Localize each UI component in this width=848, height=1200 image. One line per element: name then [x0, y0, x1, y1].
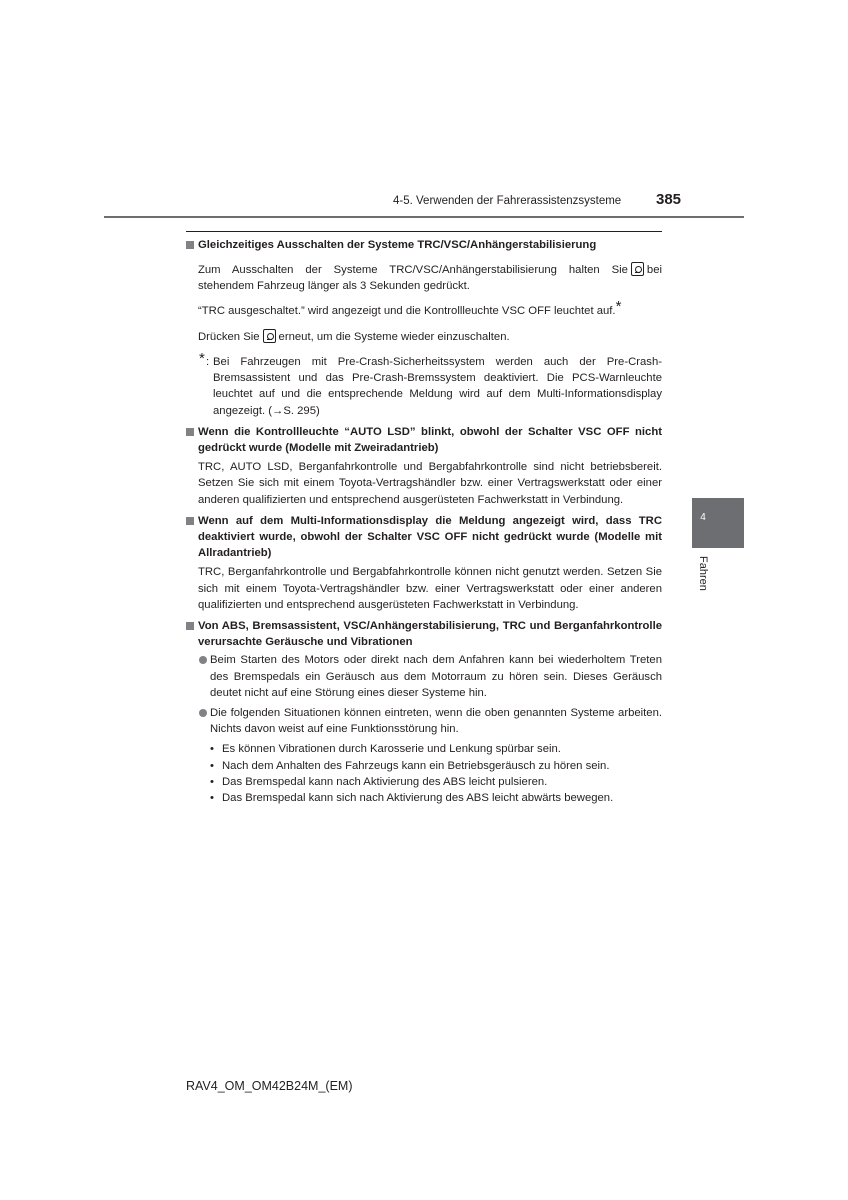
sub-list-item: • Es können Vibrationen durch Karosserie und Lenkung spürbar sein. [186, 741, 662, 757]
circle-bullet-icon [199, 656, 207, 664]
vsc-off-switch-icon [631, 262, 644, 276]
dot-bullet-icon: • [210, 775, 214, 788]
section-heading-1: Gleichzeitiges Ausschalten der Systeme TRC/VSC/Anhängerstabilisierung [186, 237, 662, 253]
page-number: 385 [656, 191, 682, 208]
sub-list-item: • Nach dem Anhalten des Fahrzeugs kann ein Betriebsgeräusch zu hören sein. [186, 758, 662, 774]
footnote-marker: * [615, 297, 622, 315]
header-rule [104, 216, 744, 218]
paragraph-hold-switch: Zum Ausschalten der Systeme TRC/VSC/Anhängerstabilisierung halten Sie bei stehendem Fahrzeug länger als 3 Sekunden gedrückt. [198, 264, 662, 293]
section-rule [186, 231, 662, 232]
sub-list [186, 741, 662, 806]
paragraph-trc-off-message: “TRC ausgeschaltet.” wird angezeigt und die Kontrollleuchte VSC OFF leuchtet auf.* [198, 297, 622, 317]
footnote-asterisk: * [199, 350, 205, 368]
chapter-tab-label: Fahren [697, 556, 709, 591]
dot-bullet-icon: • [210, 743, 214, 756]
list-item: Beim Starten des Motors oder direkt nach dem Anfahren kann bei wiederholtem Treten des Bremspedals ein Geräusch aus dem Motorraum zu hören sein. Dieses Geräusch deutet nicht auf eine Störung eines dieser Systeme hin. [186, 652, 662, 701]
page-content [186, 237, 662, 806]
square-bullet-icon [186, 517, 194, 525]
circle-bullet-icon [199, 709, 207, 717]
square-bullet-icon [186, 428, 194, 436]
chapter-tab-number: 4 [700, 512, 706, 523]
footer-doc-code: RAV4_OM_OM42B24M_(EM) [186, 1079, 353, 1093]
vsc-off-switch-icon [263, 329, 276, 343]
footnote: * : Bei Fahrzeugen mit Pre-Crash-Sicherheitssystem werden auch der Pre-Crash-Bremsassistent und das Pre-Crash-Bremssystem deaktiviert. Die PCS-Warnleuchte leuchtet auf und die entsprechende Meldung wird auf dem Multi-Informationsdisplay angezeigt. (→S. 295) [199, 350, 662, 417]
square-bullet-icon [186, 622, 194, 630]
list-item: Die folgenden Situationen können eintreten, wenn die oben genannten Systeme arbeiten. Nichts davon weist auf eine Funktionsstörung hin. [186, 705, 662, 737]
sub-list-item: • Das Bremspedal kann nach Aktivierung des ABS leicht pulsieren. [186, 774, 662, 790]
paragraph-trc-deactivated: TRC, Berganfahrkontrolle und Bergabfahrkontrolle können nicht genutzt werden. Setzen Sie sich mit einem Toyota-Vertragshändler bzw. einer Vertragswerkstatt oder einer anderen qualifizierten und entsprechend ausgerüsteten Fachwerkstatt in Verbindung. [198, 566, 662, 611]
dot-bullet-icon: • [210, 759, 214, 772]
chapter-tab [692, 498, 744, 548]
section-heading-2: Wenn die Kontrollleuchte “AUTO LSD” blinkt, obwohl der Schalter VSC OFF nicht gedrückt wurde (Modelle mit Zweiradantrieb) [186, 424, 662, 456]
footnote-colon: : [206, 356, 210, 369]
section-heading-4: Von ABS, Bremsassistent, VSC/Anhängerstabilisierung, TRC und Berganfahrkontrolle verursachte Geräusche und Vibrationen [186, 618, 662, 650]
dot-bullet-icon: • [210, 792, 214, 805]
section-heading-3: Wenn auf dem Multi-Informationsdisplay die Meldung angezeigt wird, dass TRC deaktiviert wurde, obwohl der Schalter VSC OFF nicht gedrückt wurde (Modelle mit Allradantrieb) [186, 513, 662, 562]
square-bullet-icon [186, 241, 194, 249]
paragraph-auto-lsd: TRC, AUTO LSD, Berganfahrkontrolle und Bergabfahrkontrolle sind nicht betriebsbereit. Setzen Sie sich mit einem Toyota-Vertragshändler bzw. einer Vertragswerkstatt oder einer anderen qualifizierten und entsprechend ausgerüsteten Fachwerkstatt in Verbindung. [198, 461, 662, 506]
running-header-section: 4-5. Verwenden der Fahrerassistenzsysteme [393, 195, 622, 207]
paragraph-press-again: Drücken Sie erneut, um die Systeme wieder einzuschalten. [198, 330, 510, 343]
sub-list-item: • Das Bremspedal kann sich nach Aktivierung des ABS leicht abwärts bewegen. [186, 790, 662, 806]
